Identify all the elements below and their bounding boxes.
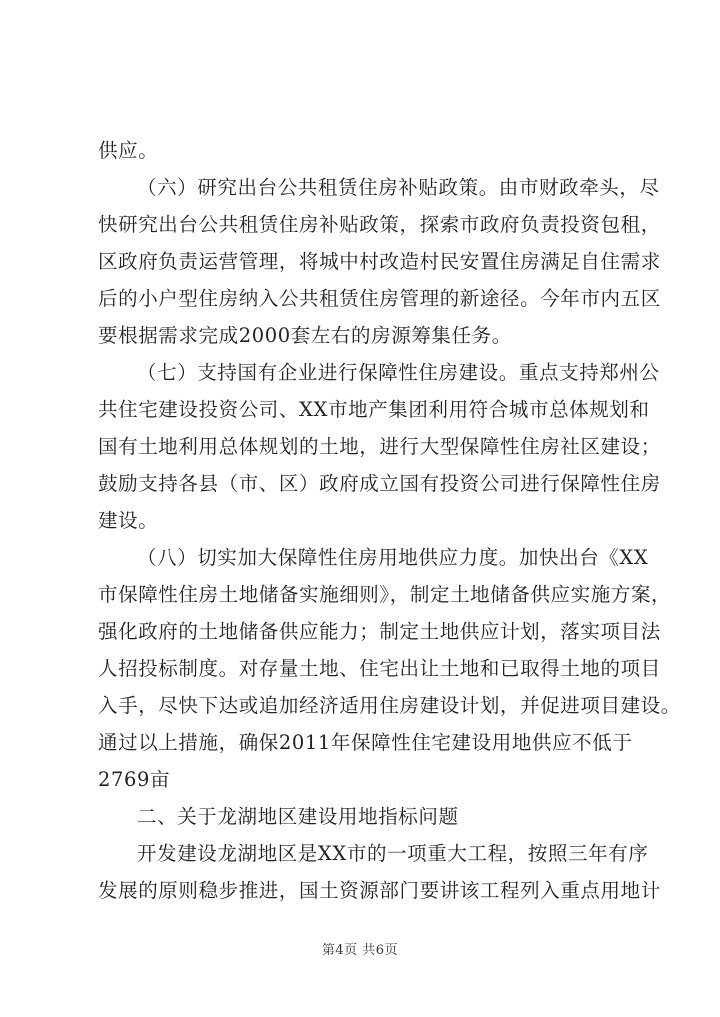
text-line: 供应。 bbox=[98, 139, 159, 162]
text-line: 后的小户型住房纳入公共租赁住房管理的新途径。今年市内五区 bbox=[98, 287, 661, 310]
text-line: 市保障性住房土地储备实施细则》，制定土地储备供应实施方案， bbox=[98, 583, 672, 606]
text-line: （六）研究出台公共租赁住房补贴政策。由市财政牵头，尽 bbox=[137, 176, 660, 199]
section-heading: 二、关于龙湖地区建设用地指标问题 bbox=[137, 805, 459, 828]
text-line: 开发建设龙湖地区是XX市的一项重大工程，按照三年有序 bbox=[137, 842, 649, 865]
text-line: 建设。 bbox=[98, 509, 159, 532]
text-line: 鼓励支持各县（市、区）政府成立国有投资公司进行保障性住房 bbox=[98, 472, 661, 495]
text-line: 快研究出台公共租赁住房补贴政策，探索市政府负责投资包租， bbox=[98, 213, 661, 236]
text-line: 通过以上措施，确保2011年保障性住宅建设用地供应不低于 bbox=[98, 731, 633, 754]
text-line: （八）切实加大保障性住房用地供应力度。加快出台《XX bbox=[137, 546, 649, 569]
page-footer: 第4页 共6页 bbox=[321, 943, 399, 958]
text-line: 强化政府的土地储备供应能力；制定土地供应计划，落实项目法 bbox=[98, 620, 661, 643]
text-line: 国有土地利用总体规划的土地，进行大型保障性住房社区建设； bbox=[98, 435, 661, 458]
text-line: （七）支持国有企业进行保障性住房建设。重点支持郑州公 bbox=[137, 361, 660, 384]
text-line: 人招投标制度。对存量土地、住宅出让土地和已取得土地的项目 bbox=[98, 657, 661, 680]
text-line: 2769亩 bbox=[98, 768, 171, 791]
text-line: 共住宅建设投资公司、XX市地产集团利用符合城市总体规划和 bbox=[98, 398, 650, 421]
text-line: 入手，尽快下达或追加经济适用住房建设计划，并促进项目建设。 bbox=[98, 694, 681, 717]
text-line: 要根据需求完成2000套左右的房源筹集任务。 bbox=[98, 324, 512, 347]
text-line: 发展的原则稳步推进，国土资源部门要讲该工程列入重点用地计 bbox=[98, 879, 661, 902]
text-line: 区政府负责运营管理，将城中村改造村民安置住房满足自住需求 bbox=[98, 250, 661, 273]
